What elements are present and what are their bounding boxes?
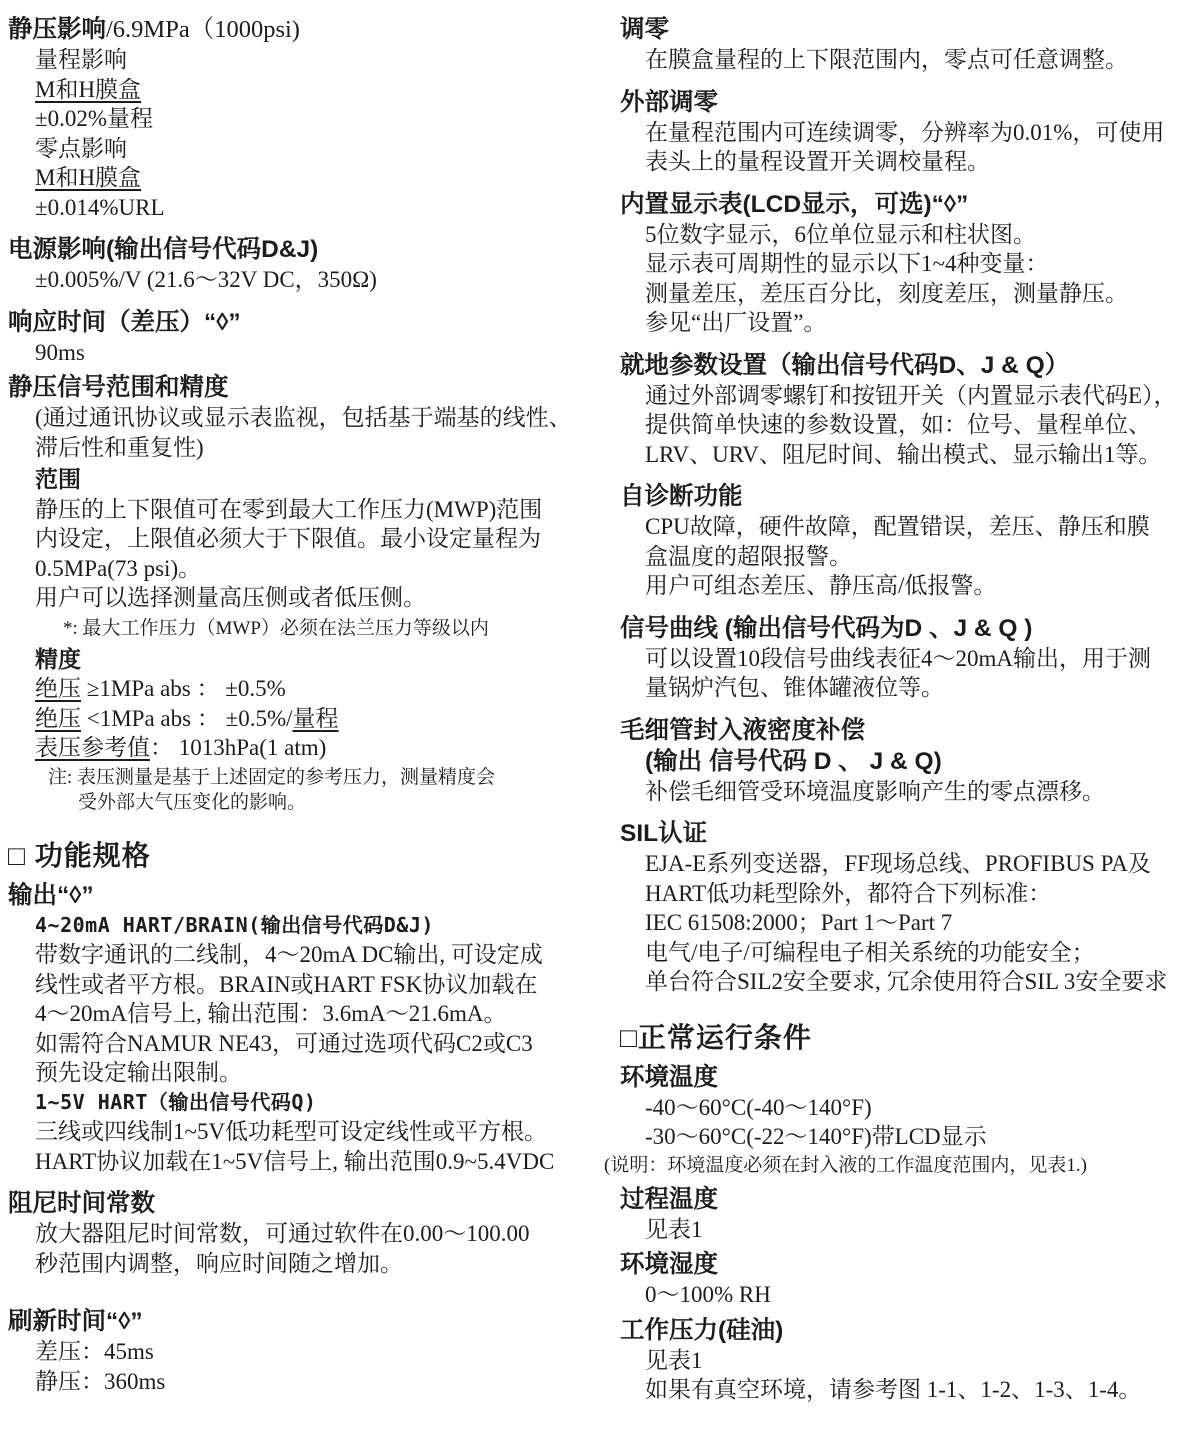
spec-text (35, 163, 614, 193)
text-segment: ±0.005%/V (21.6～32V DC，350Ω) (35, 267, 377, 292)
text-segment: 内设定，上限值必须大于下限值。最小设定量程为 (35, 526, 541, 551)
spec-heading (620, 818, 1182, 849)
text-segment: M和H膜盒 (35, 165, 142, 190)
spec-text (645, 410, 1182, 440)
text-segment: CPU故障，硬件故障，配置错误，差压、静压和膜 (645, 514, 1150, 539)
spec-text (35, 970, 614, 1000)
text-segment: 通过外部调零螺钉和按钮开关（内置显示表代码E）， (645, 382, 1177, 408)
spec-heading (8, 372, 614, 403)
text-segment: 受外部大气压变化的影响。 (78, 791, 307, 813)
text-segment: 如果有真空环境，请参考图 1-1、1-2、1-3、1-4。 (645, 1377, 1142, 1402)
spec-subheading (35, 465, 614, 495)
text-segment: 滞后性和重复性) (35, 434, 204, 460)
text-segment: 毛细管封入液密度补偿 (620, 716, 865, 744)
remark-text (604, 1152, 1182, 1179)
spec-text (645, 1375, 1182, 1405)
text-segment: 见表1 (645, 1216, 703, 1242)
text-segment: 表压参考值 (35, 735, 150, 760)
spec-heading (8, 1188, 614, 1219)
text-segment: 量程 (292, 705, 339, 731)
text-segment: 预先设定输出限制。 (35, 1060, 242, 1085)
text-segment: 三线或四线制1~5V低功耗型可设定线性或平方根。 (35, 1119, 548, 1144)
spec-text (35, 1058, 614, 1088)
spec-heading (620, 14, 1182, 45)
text-segment: ±0.014%URL (35, 194, 165, 220)
text-segment: 在膜盒量程的上下限范围内，零点可任意调整。 (645, 47, 1128, 72)
spec-subheading (35, 645, 614, 675)
spacer (8, 1278, 614, 1294)
spec-text (35, 554, 614, 584)
text-segment: 0.5MPa(73 psi)。 (35, 555, 202, 581)
text-segment: 4~20mA HART/BRAIN(输出信号代码D&J) (35, 912, 434, 937)
text-segment: 单台符合SIL2安全要求, 冗余使用符合SIL 3安全要求 (645, 969, 1168, 994)
spec-text (35, 1367, 614, 1397)
spec-text (645, 777, 1182, 807)
signal-type-heading (35, 911, 614, 941)
text-segment: 提供简单快速的参数设置，如：位号、量程单位、 (645, 412, 1151, 437)
spec-heading (620, 87, 1182, 118)
text-segment: 响应时间（差压）“◊” (8, 308, 241, 336)
spec-text (645, 249, 1182, 279)
text-segment: 绝压 (35, 705, 81, 731)
spec-text (645, 308, 1182, 338)
spec-heading (620, 613, 1182, 644)
spec-text (645, 849, 1182, 879)
text-segment: 在量程范围内可连续调零，分辨率为0.01%，可使用 (645, 119, 1165, 145)
spec-text (645, 381, 1182, 411)
text-segment: 差压：45ms (35, 1339, 154, 1364)
spec-text (35, 75, 614, 105)
spec-heading-continued (645, 746, 1182, 777)
spec-text (645, 644, 1182, 674)
spec-heading (620, 350, 1182, 381)
spec-text (35, 733, 614, 763)
text-segment: 刷新时间“◊” (8, 1308, 143, 1335)
text-segment: □正常运行条件 (620, 1021, 812, 1053)
spec-text (645, 512, 1182, 542)
spec-heading (620, 715, 1182, 746)
left-column (8, 0, 614, 1396)
text-segment: LRV、URV、阻尼时间、输出模式、显示输出1等。 (645, 441, 1162, 467)
section-heading (620, 1019, 1182, 1057)
spec-text (35, 134, 614, 164)
text-segment: EJA-E系列变送器，FF现场总线、PROFIBUS PA及 (645, 851, 1151, 876)
text-segment: ±0.02%量程 (35, 106, 154, 131)
text-segment: 可以设置10段信号曲线表征4～20mA输出，用于测 (645, 645, 1151, 671)
text-segment: *: 最大工作压力（MWP）必须在法兰压力等级以内 (63, 617, 489, 639)
text-segment: 参见“出厂设置”。 (645, 310, 827, 335)
text-segment: 5位数字显示，6位单位显示和柱状图。 (645, 221, 1036, 247)
spec-text (645, 45, 1182, 75)
spec-text (35, 999, 614, 1029)
spec-text (645, 938, 1182, 968)
text-segment: 用户可组态差压、静压高/低报警。 (645, 573, 997, 598)
text-segment: 用户可以选择测量高压侧或者低压侧。 (35, 585, 426, 610)
spec-text (645, 147, 1182, 177)
text-segment: 显示表可周期性的显示以下1~4种变量： (645, 251, 1049, 276)
text-segment: 如需符合NAMUR NE43，可通过选项代码C2或C3 (35, 1030, 533, 1056)
spec-text (35, 674, 614, 704)
spec-text (35, 940, 614, 970)
text-segment: 量锅炉汽包、锥体罐液位等。 (645, 675, 944, 700)
spec-text (645, 279, 1182, 309)
text-segment: 静压的上下限值可在零到最大工作压力(MWP)范围 (35, 496, 543, 522)
spec-text (645, 542, 1182, 572)
text-segment: 就地参数设置（输出信号代码D、J & Q） (620, 351, 1070, 379)
spec-text (645, 673, 1182, 703)
spec-text (35, 45, 614, 75)
spec-text (645, 879, 1182, 909)
text-segment: IEC 61508:2000；Part 1～Part 7 (645, 910, 953, 935)
text-segment: 调零 (620, 16, 669, 43)
spec-heading (620, 1062, 1182, 1093)
text-segment: 内置显示表(LCD显示，可选)“◊” (620, 190, 969, 218)
text-segment: 外部调零 (620, 88, 718, 116)
spec-text (35, 1029, 614, 1059)
spec-text (645, 440, 1182, 470)
text-segment: 1~5V HART（输出信号代码Q) (35, 1089, 317, 1114)
text-segment: (输出 信号代码 D 、 J & Q) (645, 747, 942, 775)
text-segment: 范围 (35, 466, 81, 492)
text-segment: 环境温度 (620, 1063, 718, 1091)
spec-text (35, 1147, 614, 1177)
signal-type-heading (35, 1088, 614, 1118)
spec-text (35, 1249, 614, 1279)
text-segment: <1MPa abs ： ±0.5%/ (81, 705, 293, 731)
text-segment: 电源影响(输出信号代码D&J) (8, 236, 319, 263)
spec-heading (620, 1315, 1182, 1346)
footnote-text (63, 615, 614, 642)
text-segment: 0～100% RH (645, 1282, 771, 1307)
text-segment: 工作压力(硅油) (620, 1316, 784, 1344)
text-segment: M和H膜盒 (35, 76, 142, 102)
text-segment: 见表1 (645, 1347, 703, 1373)
text-segment: 环境湿度 (620, 1251, 718, 1278)
spec-text (645, 967, 1182, 997)
spec-text (645, 1122, 1182, 1152)
spec-heading (620, 1184, 1182, 1215)
text-segment: -30～60°C(-22～140°F)带LCD显示 (645, 1124, 987, 1149)
text-segment: 90ms (35, 339, 85, 365)
spec-text (645, 1215, 1182, 1245)
text-segment: 静压信号范围和精度 (8, 374, 229, 401)
spec-text (35, 1117, 614, 1147)
spec-text (35, 583, 614, 613)
spec-text (645, 220, 1182, 250)
spec-heading (8, 1306, 614, 1337)
spec-text (645, 571, 1182, 601)
text-segment: -40～60°C(-40～140°F) (645, 1094, 872, 1120)
spec-text (645, 1346, 1182, 1376)
spec-text (35, 1337, 614, 1367)
text-segment: 零点影响 (35, 135, 127, 161)
text-segment: ： 1013hPa(1 atm) (150, 735, 327, 760)
spec-text (645, 1280, 1182, 1310)
text-segment: 绝压 (35, 676, 81, 701)
spec-text (35, 1219, 614, 1249)
spec-heading (8, 880, 614, 911)
text-segment: 精度 (35, 645, 81, 672)
text-segment: HART协议加载在1~5V信号上, 输出范围0.9~5.4VDC (35, 1148, 555, 1174)
text-segment: 测量差压，差压百分比，刻度差压，测量静压。 (645, 280, 1128, 306)
text-segment: 补偿毛细管受环境温度影响产生的零点漂移。 (645, 778, 1105, 804)
text-segment: 4～20mA信号上, 输出范围：3.6mA～21.6mA。 (35, 1001, 507, 1026)
note-text-continued (78, 790, 614, 815)
spec-heading (8, 307, 614, 338)
text-segment: 表头上的量程设置开关调校量程。 (645, 149, 990, 174)
text-segment: 自诊断功能 (620, 483, 743, 510)
section-heading (8, 837, 614, 875)
spec-text (35, 338, 614, 368)
spec-text (35, 433, 614, 463)
text-segment: 带数字通讯的二线制，4～20mA DC输出, 可设定成 (35, 942, 543, 967)
text-segment: 秒范围内调整，响应时间随之增加。 (35, 1250, 403, 1276)
text-segment: 输出“◊” (8, 881, 94, 909)
right-column (604, 0, 1182, 1405)
text-segment: 电气/电子/可编程电子相关系统的功能安全； (645, 939, 1095, 965)
spec-heading (8, 234, 614, 265)
text-segment: 静压：360ms (35, 1368, 166, 1394)
spec-heading (620, 1249, 1182, 1280)
text-segment: 静压影响 (8, 16, 106, 43)
text-segment: HART低功耗型除外，都符合下列标准： (645, 880, 1052, 906)
text-segment: (通过通讯协议或显示表监视，包括基于端基的线性、 (35, 405, 572, 430)
spec-text (35, 403, 614, 433)
spec-heading (620, 189, 1182, 220)
text-segment: (说明：环境温度必须在封入液的工作温度范围内，见表1.) (604, 1154, 1087, 1176)
text-segment: 注: 表压测量是基于上述固定的参考压力，测量精度会 (48, 766, 496, 788)
spec-text (35, 104, 614, 134)
text-segment: 盒温度的超限报警。 (645, 543, 852, 569)
spec-text (35, 265, 614, 295)
text-segment: ≥1MPa abs ： ±0.5% (81, 676, 286, 701)
text-segment: □ 功能规格 (8, 839, 151, 871)
text-segment: SIL认证 (620, 820, 708, 847)
text-segment: 信号曲线 (输出信号代码为D 、J & Q ) (620, 614, 1033, 642)
note-text (48, 765, 614, 790)
text-segment: 量程影响 (35, 47, 127, 72)
text-segment: 线性或者平方根。BRAIN或HART FSK协议加载在 (35, 971, 538, 997)
spec-text (35, 524, 614, 554)
spec-text (645, 1093, 1182, 1123)
spec-text (35, 704, 614, 734)
text-segment: /6.9MPa（1000psi) (106, 16, 300, 43)
spec-heading (8, 14, 614, 45)
spec-text (35, 193, 614, 223)
spec-text (645, 118, 1182, 148)
spec-text (645, 908, 1182, 938)
text-segment: 放大器阻尼时间常数，可通过软件在0.00～100.00 (35, 1221, 530, 1246)
spec-heading (620, 481, 1182, 512)
text-segment: 过程温度 (620, 1185, 718, 1213)
spec-text (35, 495, 614, 525)
text-segment: 阻尼时间常数 (8, 1190, 155, 1217)
